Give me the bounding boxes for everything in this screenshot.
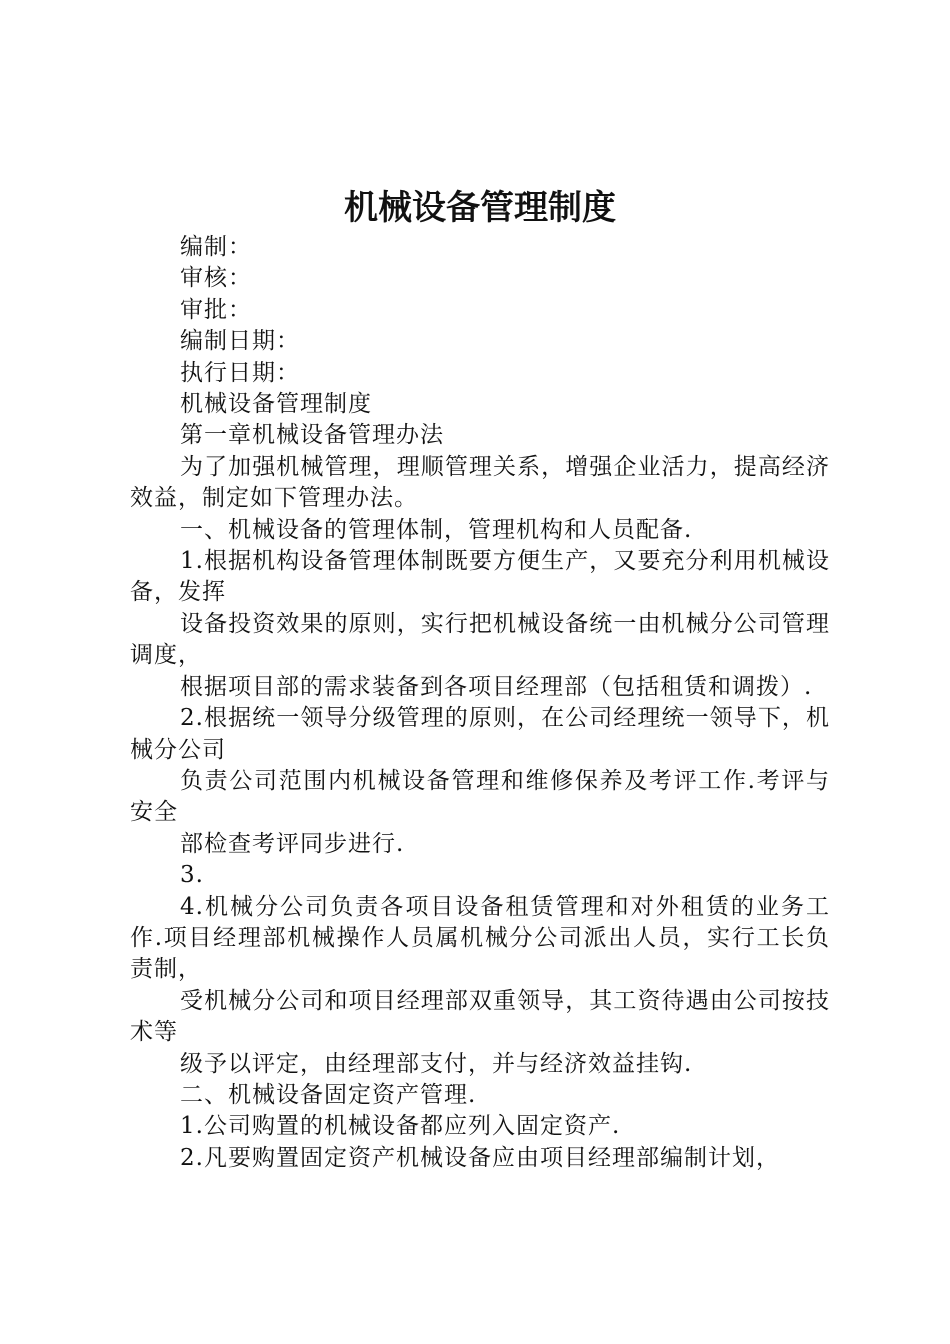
paragraph: 受机械分公司和项目经理部双重领导，其工资待遇由公司按技术等 <box>130 987 830 1046</box>
field-compile-date: 编制日期： <box>180 328 300 355</box>
document-title: 机械设备管理制度 <box>344 188 616 228</box>
paragraph: 部检查考评同步进行. <box>180 830 405 857</box>
section-heading: 机械设备管理制度 <box>180 391 372 418</box>
paragraph: 1.根据机构设备管理体制既要方便生产，又要充分利用机械设备，发挥 <box>130 548 830 606</box>
paragraph: 4.机械分公司负责各项目设备租赁管理和对外租赁的业务工作.项目经理部机械操作人员属机械分公司派出人员，实行工长负责制， <box>130 893 830 983</box>
paragraph: 为了加强机械管理，理顺管理关系，增强企业活力，提高经济效益，制定如下管理办法。 <box>130 453 830 512</box>
paragraph: 级予以评定，由经理部支付，并与经济效益挂钩. <box>180 1050 693 1077</box>
paragraph: 2.凡要购置固定资产机械设备应由项目经理部编制计划， <box>180 1144 780 1171</box>
field-approver: 审批： <box>180 296 252 323</box>
paragraph: 一、机械设备的管理体制，管理机构和人员配备. <box>180 516 693 543</box>
field-reviewer: 审核： <box>180 265 252 292</box>
paragraph: 1.公司购置的机械设备都应列入固定资产. <box>180 1113 621 1140</box>
chapter-heading: 第一章机械设备管理办法 <box>180 422 444 449</box>
paragraph: 二、机械设备固定资产管理. <box>180 1081 477 1108</box>
document-body <box>130 232 830 1174</box>
paragraph: 设备投资效果的原则，实行把机械设备统一由机械分公司管理调度， <box>130 610 830 669</box>
paragraph: 2.根据统一领导分级管理的原则，在公司经理统一领导下，机械分公司 <box>130 705 830 763</box>
paragraph: 根据项目部的需求装备到各项目经理部（包括租赁和调拨）. <box>180 673 813 700</box>
field-effective-date: 执行日期： <box>180 359 300 386</box>
paragraph: 3. <box>180 862 204 889</box>
paragraph: 负责公司范围内机械设备管理和维修保养及考评工作.考评与安全 <box>130 767 830 826</box>
field-compiler: 编制： <box>180 234 252 260</box>
